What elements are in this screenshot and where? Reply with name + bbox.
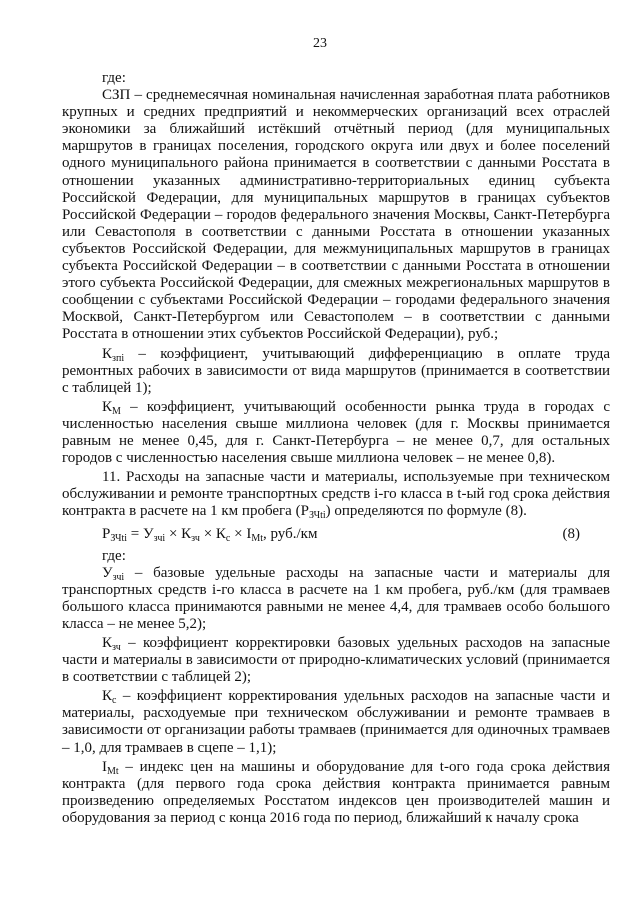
formula-number: (8)	[562, 526, 580, 543]
page-number: 23	[313, 36, 327, 51]
kzp-subscript: зпі	[112, 352, 125, 364]
kzp-text: – коэффициент, учитывающий дифференциацию в оплате труда ремонтных рабочих в зависимости от вида маршрутов (принимается в соответствии с таблицей 1);	[62, 345, 610, 396]
u-subscript: зчі	[112, 571, 125, 583]
formula-eq: = У	[127, 526, 154, 543]
formula-k2-sub: с	[225, 533, 231, 545]
kc-symbol: К	[102, 688, 113, 705]
kzch-subscript: зч	[112, 642, 121, 653]
item-11-text-b: ) определяются по формуле (8).	[325, 503, 527, 520]
formula-lhs: Р	[102, 526, 111, 543]
im-symbol: I	[102, 758, 107, 775]
formula-u-sub: зчi	[153, 533, 166, 545]
im-subscript: Мt	[107, 765, 119, 777]
im-definition	[62, 759, 610, 827]
item-11-paragraph	[62, 469, 610, 520]
kc-definition	[62, 688, 610, 756]
formula-tail: , руб./км	[263, 526, 318, 543]
u-text: – базовые удельные расходы на запасные части и материалы для транспортных средств i-го класса в расчете на 1 км пробега, руб./км (для трамваев большого класса принимаются равными не менее 4,4, для трамваев особо большого класса – не менее 5,2);	[62, 564, 610, 632]
km-definition	[62, 399, 610, 467]
formula-lhs-sub: ЗЧti	[110, 533, 128, 545]
where-label-2: где:	[102, 547, 126, 564]
document-body	[62, 70, 610, 827]
kzch-text: – коэффициент корректировки базовых удельных расходов на запасные части и материалы в зависимости от природно-климатических условий (принимается в соответствии с таблицей 2);	[62, 635, 610, 686]
formula-x3: × I	[230, 526, 252, 543]
u-definition	[62, 565, 610, 633]
formula-k1-sub: зч	[191, 533, 200, 545]
kc-subscript: с	[112, 695, 117, 707]
u-symbol: У	[102, 564, 113, 581]
formula-x1: × К	[165, 526, 192, 543]
szp-definition: СЗП – среднемесячная номинальная начисленная заработная плата работников крупных и средних предприятий и некоммерческих организаций всех отраслей экономики за ближайший истёкший отчётный период (для муниципальных маршрутов в границах поселения, городского округа или двух и более поселений одного муниципального района принимается в соответствии с данными Росстата в отношении указанных административно-территориальных единиц субъекта Российской Федерации, для муниципальных маршрутов в границах субъектов Российской Федерации – городов федерального значения Москвы, Санкт-Петербурга или Севастополя в соответствии с данными Росстата в отношении указанных субъектов Российской Федерации, для межмуниципальных маршрутов в границах субъекта Российской Федерации – в соответствии с данными Росстата в отношении этого субъекта Российской Федерации, для смежных межрегиональных маршрутов в сообщении с субъектами Российской Федерации – городами федерального значения Москвой, Санкт-Петербургом или Севастополем – в соответствии с данными Росстата в отношении этих субъектов Российской Федерации), руб.;	[62, 87, 610, 343]
formula-8	[102, 526, 610, 543]
kzch-definition	[62, 635, 610, 686]
formula-i-sub: Мt	[251, 533, 263, 545]
item-11-subscript: ЗЧti	[308, 510, 326, 522]
im-text: – индекс цен на машины и оборудование для t-ого года срока действия контракта (для первого года срока действия контракта принимается равным произведению определяемых Росстатом индексов цен производителей машин и оборудования за период с конца 2016 года по период, ближайший к началу срока	[62, 758, 610, 826]
km-symbol: К	[102, 398, 113, 415]
kzch-symbol: К	[102, 635, 113, 651]
kzp-symbol: К	[102, 345, 113, 362]
item-11-text-a: 11. Расходы на запасные части и материалы, используемые при техническом обслуживании и ремонте транспортных средств i-го класса в t-ый год срока действия контракта в расчете на 1 км пробега (Р	[62, 469, 610, 520]
formula-x2: × К	[199, 526, 226, 543]
where-label-1: где:	[102, 70, 126, 86]
km-subscript: М	[112, 405, 121, 417]
km-text: – коэффициент, учитывающий особенности рынка труда в городах с численностью населения свыше миллиона человек (для г. Москвы принимается равным не менее 0,45, для г. Санкт-Петербурга – не менее 0,7, для остальных городов с численностью населения свыше миллиона человек – не менее 0,8).	[62, 398, 610, 467]
kc-text: – коэффициент корректирования удельных расходов на запасные части и материалы, расходуемые при техническом обслуживании и ремонте трамваев в зависимости от организации работы трамваев (принимается для одиночных трамваев – 1,0, для трамваев в сцепе – 1,1);	[62, 688, 610, 756]
kzp-definition	[62, 346, 610, 397]
